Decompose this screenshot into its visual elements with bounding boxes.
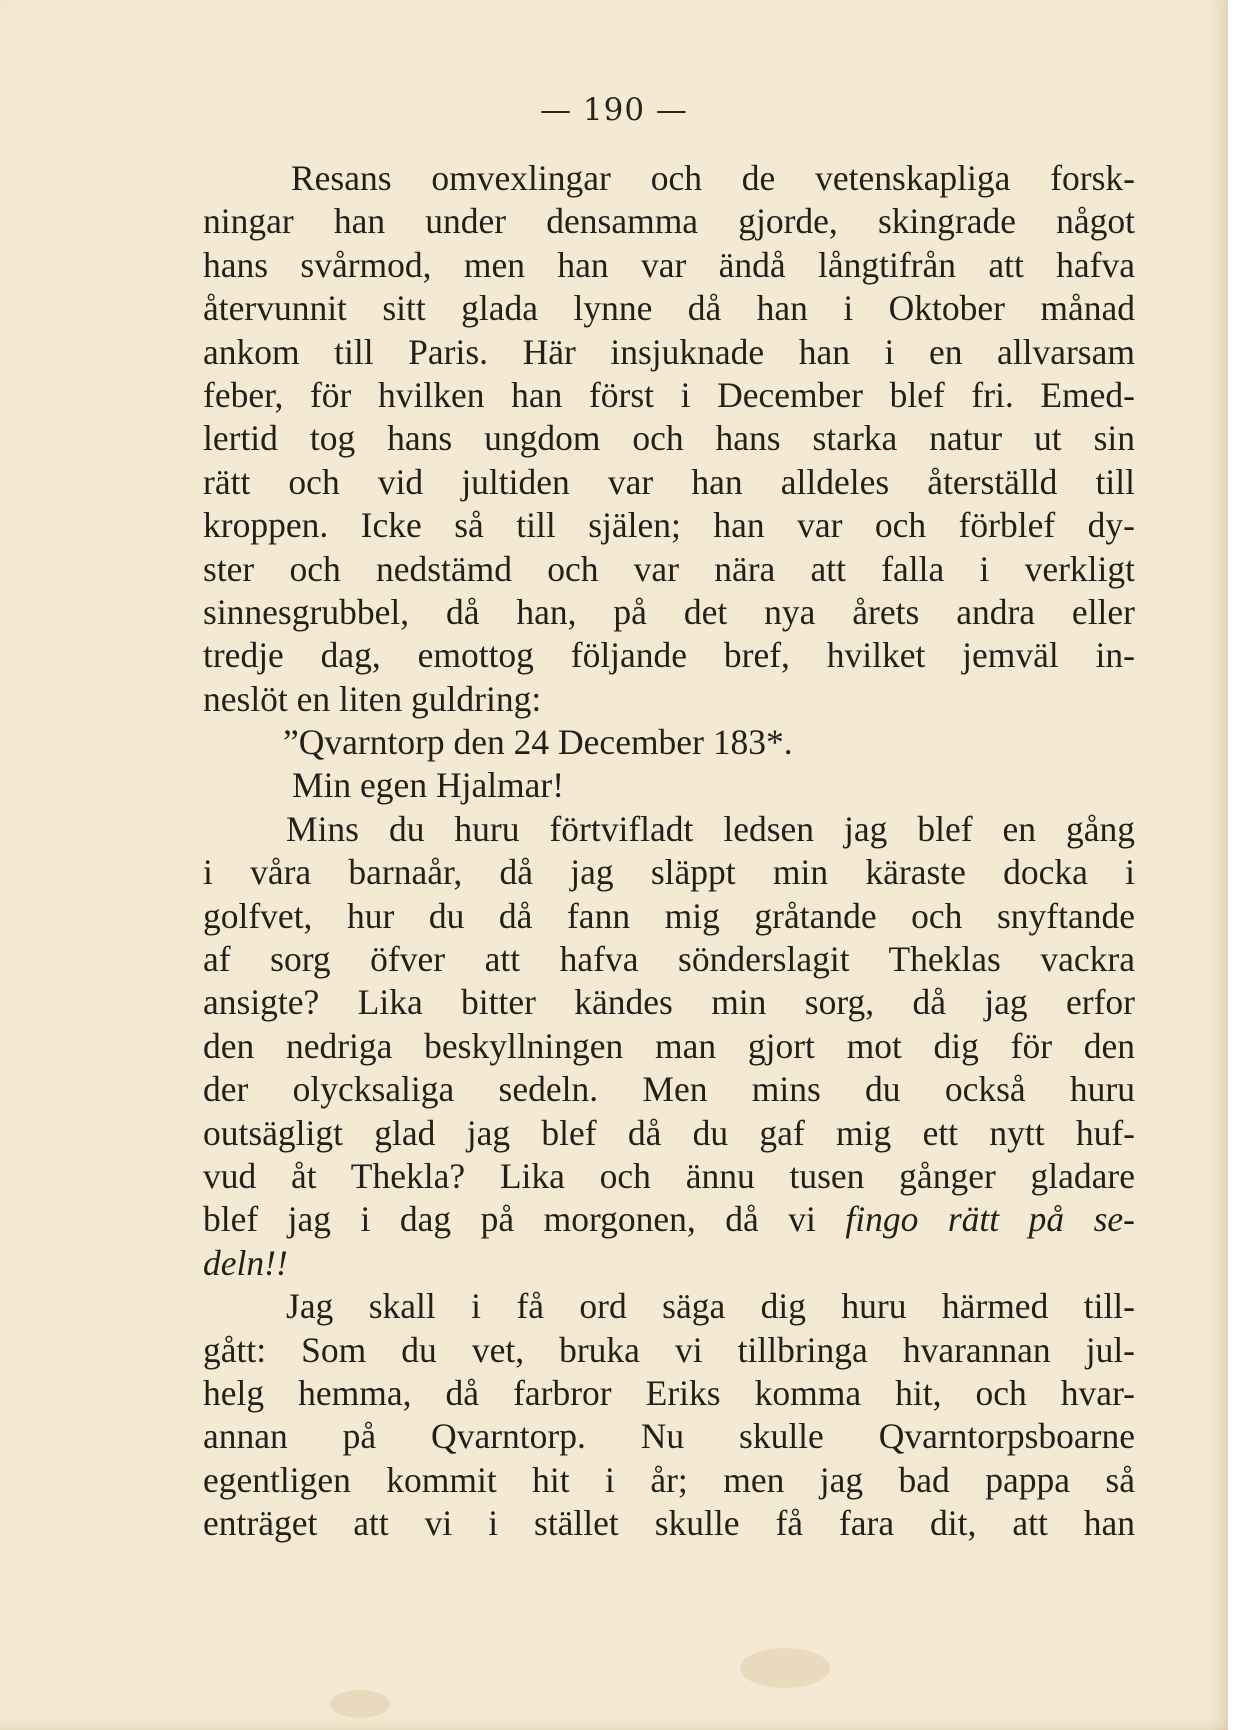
text-line: ansigte? Lika bitter kändes min sorg, då jag erfor [203, 982, 1135, 1023]
italic-segment: fingo rätt på se- [845, 1199, 1135, 1240]
text-line: golfvet, hur du då fann mig gråtande och snyftande [203, 895, 1135, 936]
text-line: sinnesgrubbel, då han, på det nya årets andra eller [203, 591, 1135, 632]
text-line: enträget att vi i stället skulle få fara dit, att han [203, 1503, 1135, 1544]
letter-salutation: Min egen Hjalmar! [292, 765, 565, 806]
body-text [203, 157, 1135, 1546]
text-line: feber, för hvilken han först i December blef fri. Emed- [203, 374, 1135, 415]
text-line: lertid tog hans ungdom och hans starka natur ut sin [203, 418, 1135, 459]
text-line: tredje dag, emottog följande bref, hvilket jemväl in- [203, 635, 1135, 676]
italic-segment: deln!! [203, 1242, 288, 1283]
scan-margin [1228, 0, 1239, 1730]
text-line: annan på Qvarntorp. Nu skulle Qvarntorpsboarne [203, 1416, 1135, 1457]
text-line: Resans omvexlingar och de vetenskapliga forsk- [291, 158, 1135, 198]
paper-stain [330, 1690, 390, 1718]
text-line: gått: Som du vet, bruka vi tillbringa hvarannan jul- [203, 1329, 1135, 1370]
page-number: — 190 — [540, 92, 688, 128]
text-line: ster och nedstämd och var nära att falla i verkligt [203, 548, 1135, 589]
text-line: neslöt en liten guldring: [203, 678, 542, 719]
text-line: vud åt Thekla? Lika och ännu tusen gånger gladare [203, 1155, 1135, 1196]
paper-stain [740, 1648, 830, 1688]
letter-dateline: ”Qvarntorp den 24 December 183*. [283, 722, 793, 763]
text-segment: blef jag i dag på morgonen, då vi [203, 1199, 846, 1240]
text-line: kroppen. Icke så till själen; han var och förblef dy- [203, 505, 1135, 546]
text-line [203, 1242, 1135, 1285]
text-line: rätt och vid jultiden var han alldeles återställd till [203, 461, 1135, 502]
text-line: outsägligt glad jag blef då du gaf mig ett nytt huf- [203, 1112, 1135, 1153]
text-line: af sorg öfver att hafva sönderslagit Theklas vackra [203, 939, 1135, 980]
text-line: helg hemma, då farbror Eriks komma hit, och hvar- [203, 1372, 1135, 1413]
text-line [203, 1198, 1135, 1241]
text-line: ankom till Paris. Här insjuknade han i en allvarsam [203, 331, 1135, 372]
text-line: Jag skall i få ord säga dig huru härmed till- [286, 1286, 1135, 1327]
text-line: i våra barnaår, då jag släppt min käraste docka i [203, 852, 1135, 893]
text-line: den nedriga beskyllningen man gjort mot dig för den [203, 1025, 1135, 1066]
text-line: egentligen kommit hit i år; men jag bad pappa så [203, 1459, 1135, 1500]
text-line: ningar han under densamma gjorde, skingrade något [203, 201, 1135, 242]
text-line: hans svårmod, men han var ändå långtifrån att hafva [203, 244, 1135, 285]
text-line: Mins du huru förtvifladt ledsen jag blef en gång [286, 808, 1135, 849]
text-line: återvunnit sitt glada lynne då han i Oktober månad [203, 288, 1135, 329]
text-line: der olycksaliga sedeln. Men mins du också huru [203, 1069, 1135, 1110]
